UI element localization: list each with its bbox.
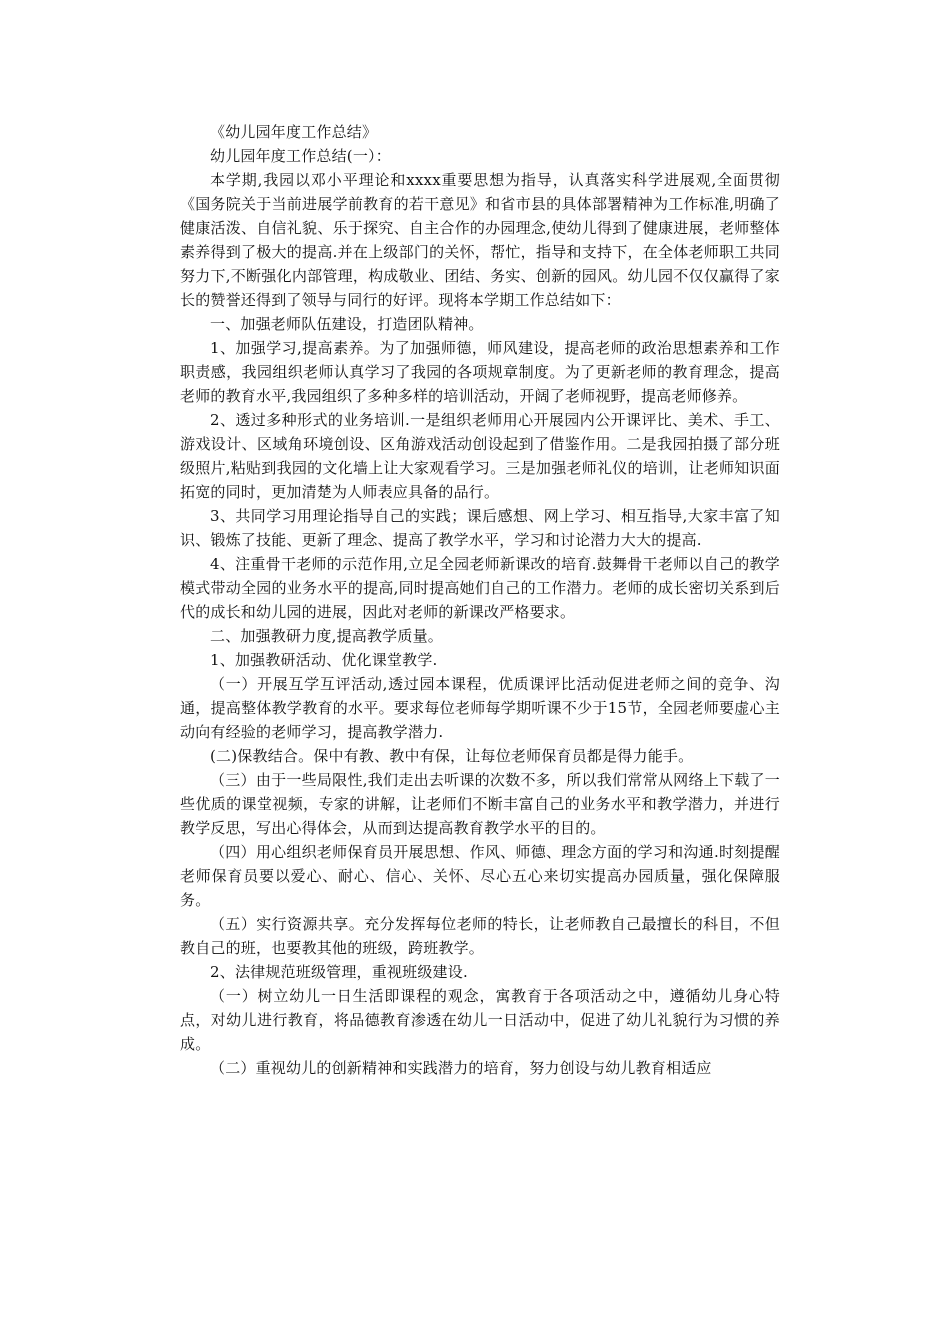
paragraph-2-1-5: （五）实行资源共享。充分发挥每位老师的特长，让老师教自己最擅长的科目，不但教自己的班，也要教其他的班级，跨班教学。 bbox=[180, 915, 780, 957]
paragraph-1-2: 2、透过多种形式的业务培训.一是组织老师用心开展园内公开课评比、美术、手工、游戏设计、区域角环境创设、区角游戏活动创设起到了借鉴作用。二是我园拍摄了部分班级照片,粘贴到我园的文化墙上让大家观看学习。三是加强老师礼仪的培训，让老师知识面拓宽的同时，更加清楚为人师表应具备的品行。 bbox=[180, 411, 780, 501]
paragraph-1-4: 4、注重骨干老师的示范作用,立足全园老师新课改的培育.鼓舞骨干老师以自己的教学模式带动全园的业务水平的提高,同时提高她们自己的工作潜力。老师的成长密切关系到后代的成长和幼儿园的进展，因此对老师的新课改严格要求。 bbox=[180, 555, 780, 621]
paragraph-2-2-2: （二）重视幼儿的创新精神和实践潜力的培育，努力创设与幼儿教育相适应 bbox=[210, 1059, 712, 1077]
paragraph-2-1-4: （四）用心组织老师保育员开展思想、作风、师德、理念方面的学习和沟通.时刻提醒老师保育员要以爱心、耐心、信心、关怀、尽心五心来切实提高办园质量，强化保障服务。 bbox=[180, 843, 780, 909]
document-subtitle: 幼儿园年度工作总结(一）： bbox=[210, 147, 391, 165]
subsection-heading-2-2: 2、法律规范班级管理，重视班级建设. bbox=[210, 963, 468, 981]
paragraph-2-1-2: (二)保教结合。保中有教、教中有保，让每位老师保育员都是得力能手。 bbox=[210, 747, 694, 765]
section-heading-2: 二、加强教研力度,提高教学质量。 bbox=[210, 627, 443, 645]
subsection-heading-2-1: 1、加强教研活动、优化课堂教学. bbox=[210, 651, 438, 669]
paragraph-1-3: 3、共同学习用理论指导自己的实践；课后感想、网上学习、相互指导,大家丰富了知识、锻炼了技能、更新了理念、提高了教学水平，学习和讨论潜力大大的提高. bbox=[180, 507, 780, 549]
paragraph-1-1: 1、加强学习,提高素养。为了加强师德，师风建设，提高老师的政治思想素养和工作职责感，我园组织老师认真学习了我园的各项规章制度。为了更新老师的教育理念，提高老师的教育水平,我园组织了多种多样的培训活动，开阔了老师视野，提高老师修养。 bbox=[180, 339, 780, 405]
paragraph-intro: 本学期,我园以邓小平理论和xxxx重要思想为指导，认真落实科学进展观,全面贯彻《国务院关于当前进展学前教育的若干意见》和省市县的具体部署精神为工作标准,明确了健康活泼、自信礼貌、乐于探究、自主合作的办园理念,使幼儿得到了健康进展，老师整体素养得到了极大的提高.并在上级部门的关怀，帮忙，指导和支持下，在全体老师职工共同努力下,不断强化内部管理，构成敬业、团结、务实、创新的园风。幼儿园不仅仅赢得了家长的赞誉还得到了领导与同行的好评。现将本学期工作总结如下： bbox=[180, 171, 780, 309]
paragraph-2-2-1: （一）树立幼儿一日生活即课程的观念，寓教育于各项活动之中，遵循幼儿身心特点，对幼儿进行教育，将品德教育渗透在幼儿一日活动中，促进了幼儿礼貌行为习惯的养成。 bbox=[180, 987, 780, 1053]
document-body bbox=[180, 120, 780, 1080]
paragraph-2-1-3: （三）由于一些局限性,我们走出去听课的次数不多，所以我们常常从网络上下载了一些优质的课堂视频，专家的讲解，让老师们不断丰富自己的业务水平和教学潜力，并进行教学反思，写出心得体会，从而到达提高教育教学水平的目的。 bbox=[180, 771, 780, 837]
document-title: 《幼儿园年度工作总结》 bbox=[210, 123, 378, 141]
paragraph-2-1-1: （一）开展互学互评活动,透过园本课程，优质课评比活动促进老师之间的竞争、沟通，提高整体教学教育的水平。要求每位老师每学期听课不少于15节，全园老师要虚心主动向有经验的老师学习，提高教学潜力. bbox=[180, 675, 780, 741]
section-heading-1: 一、加强老师队伍建设，打造团队精神。 bbox=[210, 315, 484, 333]
